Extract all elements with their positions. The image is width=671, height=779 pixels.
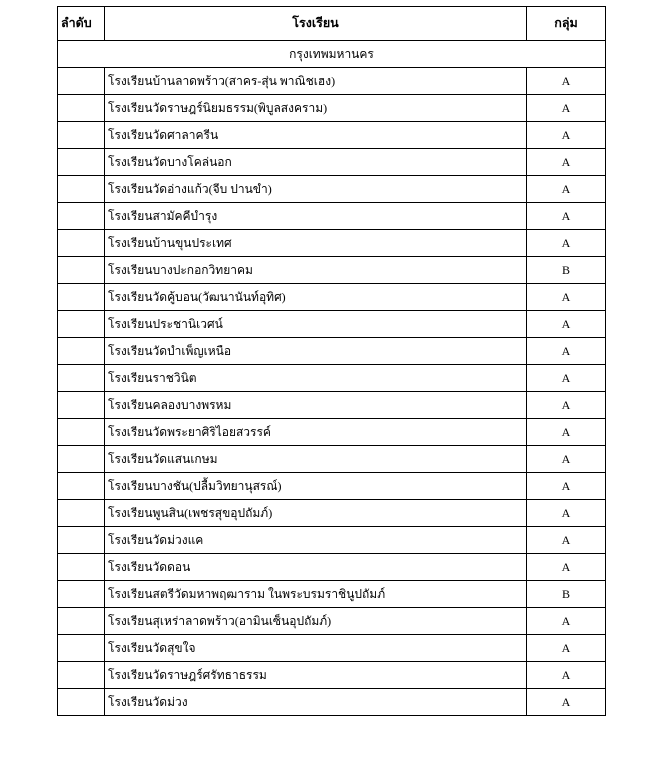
table-row <box>58 68 606 95</box>
table-row <box>58 446 606 473</box>
school-name: โรงเรียนสุเหร่าลาดพร้าว(อามินเซ็นอุปถัมภ์) <box>105 608 527 635</box>
row-order <box>58 446 105 473</box>
row-order <box>58 122 105 149</box>
table-row <box>58 608 606 635</box>
row-order <box>58 230 105 257</box>
row-order <box>58 635 105 662</box>
school-name: โรงเรียนวัดแสนเกษม <box>105 446 527 473</box>
row-order <box>58 284 105 311</box>
table-row <box>58 635 606 662</box>
row-order <box>58 581 105 608</box>
table-row <box>58 230 606 257</box>
school-name: โรงเรียนวัดอ่างแก้ว(จีบ ปานขำ) <box>105 176 527 203</box>
table-row <box>58 689 606 716</box>
school-group: A <box>527 446 606 473</box>
school-name: โรงเรียนบ้านขุนประเทศ <box>105 230 527 257</box>
school-name: โรงเรียนวัดราษฎร์นิยมธรรม(พิบูลสงคราม) <box>105 95 527 122</box>
province-label: กรุงเทพมหานคร <box>58 41 606 68</box>
table-row <box>58 500 606 527</box>
table-row <box>58 365 606 392</box>
school-name: โรงเรียนพูนสิน(เพชรสุขอุปถัมภ์) <box>105 500 527 527</box>
school-name: โรงเรียนวัดบำเพ็ญเหนือ <box>105 338 527 365</box>
school-name: โรงเรียนวัดดอน <box>105 554 527 581</box>
row-order <box>58 257 105 284</box>
row-order <box>58 689 105 716</box>
school-name: โรงเรียนวัดราษฎร์ศรัทธาธรรม <box>105 662 527 689</box>
row-order <box>58 500 105 527</box>
school-group: A <box>527 473 606 500</box>
school-group: A <box>527 122 606 149</box>
school-name: โรงเรียนคลองบางพรหม <box>105 392 527 419</box>
row-order <box>58 473 105 500</box>
table-row <box>58 149 606 176</box>
row-order <box>58 608 105 635</box>
header-row <box>58 7 606 41</box>
school-group: A <box>527 68 606 95</box>
school-group: B <box>527 581 606 608</box>
table-row <box>58 203 606 230</box>
table-row <box>58 284 606 311</box>
school-name: โรงเรียนวัดคู้บอน(วัฒนานันท์อุทิศ) <box>105 284 527 311</box>
row-order <box>58 176 105 203</box>
row-order <box>58 527 105 554</box>
header-group: กลุ่ม <box>527 7 606 41</box>
row-order <box>58 68 105 95</box>
header-school: โรงเรียน <box>105 7 527 41</box>
school-name: โรงเรียนบ้านลาดพร้าว(สาคร-สุ่น พาณิชเฮง) <box>105 68 527 95</box>
school-list-table <box>57 6 606 716</box>
school-group: A <box>527 392 606 419</box>
row-order <box>58 419 105 446</box>
school-group: A <box>527 284 606 311</box>
school-group: A <box>527 338 606 365</box>
table-row <box>58 419 606 446</box>
school-name: โรงเรียนสตรีวัดมหาพฤฒาราม ในพระบรมราชินูปถัมภ์ <box>105 581 527 608</box>
school-name: โรงเรียนวัดพระยาศิริไอยสวรรค์ <box>105 419 527 446</box>
school-group: A <box>527 95 606 122</box>
school-group: A <box>527 608 606 635</box>
school-group: A <box>527 203 606 230</box>
school-group: A <box>527 635 606 662</box>
school-name: โรงเรียนวัดม่วงแค <box>105 527 527 554</box>
table-row <box>58 95 606 122</box>
school-name: โรงเรียนประชานิเวศน์ <box>105 311 527 338</box>
table-row <box>58 662 606 689</box>
table-row <box>58 554 606 581</box>
table-row <box>58 473 606 500</box>
table-row <box>58 581 606 608</box>
school-name: โรงเรียนวัดบางโคล่นอก <box>105 149 527 176</box>
school-group: A <box>527 662 606 689</box>
row-order <box>58 311 105 338</box>
row-order <box>58 149 105 176</box>
school-group: A <box>527 230 606 257</box>
row-order <box>58 392 105 419</box>
table-row <box>58 122 606 149</box>
table-row <box>58 392 606 419</box>
school-name: โรงเรียนสามัคคีบำรุง <box>105 203 527 230</box>
row-order <box>58 95 105 122</box>
row-order <box>58 662 105 689</box>
table-row <box>58 527 606 554</box>
school-name: โรงเรียนวัดสุขใจ <box>105 635 527 662</box>
school-name: โรงเรียนวัดศาลาครีน <box>105 122 527 149</box>
school-name: โรงเรียนวัดม่วง <box>105 689 527 716</box>
school-group: A <box>527 554 606 581</box>
school-group: B <box>527 257 606 284</box>
school-group: A <box>527 176 606 203</box>
row-order <box>58 554 105 581</box>
school-group: A <box>527 365 606 392</box>
table-row <box>58 338 606 365</box>
row-order <box>58 365 105 392</box>
row-order <box>58 338 105 365</box>
school-group: A <box>527 311 606 338</box>
header-order: ลำดับ <box>58 7 105 41</box>
province-row <box>58 41 606 68</box>
school-group: A <box>527 149 606 176</box>
school-group: A <box>527 527 606 554</box>
table-row <box>58 311 606 338</box>
table-row <box>58 257 606 284</box>
school-name: โรงเรียนบางชัน(ปลื้มวิทยานุสรณ์) <box>105 473 527 500</box>
school-name: โรงเรียนบางปะกอกวิทยาคม <box>105 257 527 284</box>
school-group: A <box>527 500 606 527</box>
school-name: โรงเรียนราชวินิต <box>105 365 527 392</box>
table-row <box>58 176 606 203</box>
school-group: A <box>527 419 606 446</box>
row-order <box>58 203 105 230</box>
school-group: A <box>527 689 606 716</box>
